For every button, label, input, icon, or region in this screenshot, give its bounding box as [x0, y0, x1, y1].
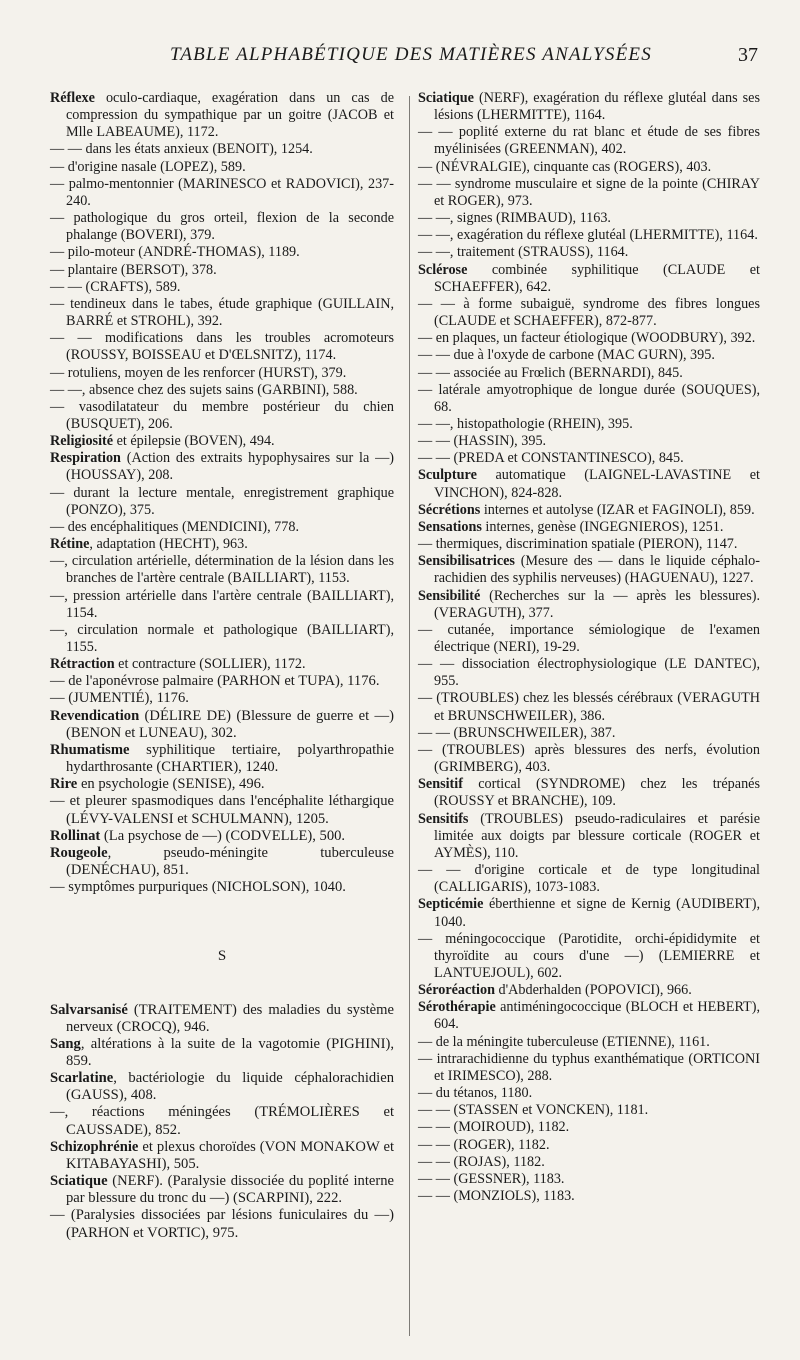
index-entry: — (NÉVRALGIE), cinquante cas (ROGERS), 403.: [418, 158, 712, 175]
index-entry: Sensitifs (TROUBLES) pseudo-radiculaires et parésie limitée aux doigts par blessure corticale (ROGER et AYMÈS), 110.: [418, 810, 760, 861]
index-entry: —, circulation normale et pathologique (BAILLIART), 1155.: [50, 621, 394, 655]
entry-headword: Respiration: [50, 450, 121, 467]
index-entry: — (JUMENTIÉ), 1176.: [50, 690, 189, 707]
index-entry: — et pleurer spasmodiques dans l'encéphalite léthargique (LÉVY-VALENSI et SCHULMANN), 1205.: [50, 793, 394, 827]
index-entry: — vasodilatateur du membre postérieur du chien (BUSQUET), 206.: [50, 398, 394, 432]
index-entry: Rougeole, pseudo-méningite tuberculeuse (DENÉCHAU), 851.: [50, 844, 394, 879]
index-entry: — pilo-moteur (ANDRÉ-THOMAS), 1189.: [50, 244, 300, 261]
index-entry: Septicémie éberthienne et signe de Kernig (AUDIBERT), 1040.: [418, 896, 760, 930]
index-entry: — — (ROGER), 1182.: [418, 1136, 550, 1153]
index-entry: Sérothérapie antiméningococcique (BLOCH et HEBERT), 604.: [418, 999, 760, 1033]
index-entry: Sensations internes, genèse (INGEGNIEROS), 1251.: [418, 518, 724, 535]
entry-headword: Sensitifs: [418, 810, 469, 827]
index-entry: Sculpture automatique (LAIGNEL-LAVASTINE et VINCHON), 824-828.: [418, 467, 760, 501]
index-entry: Salvarsanisé (TRAITEMENT) des maladies du système nerveux (CROCQ), 946.: [50, 1001, 394, 1035]
index-entry: Schizophrénie et plexus choroïdes (VON MONAKOW et KITABAYASHI), 505.: [50, 1138, 394, 1172]
index-entry: — — (MOIROUD), 1182.: [418, 1119, 570, 1136]
index-entry: — —, histopathologie (RHEIN), 395.: [418, 415, 633, 432]
index-entry: — — (BRUNSCHWEILER), 387.: [418, 724, 616, 741]
index-entry: — — syndrome musculaire et signe de la pointe (CHIRAY et ROGER), 973.: [418, 175, 760, 209]
index-entry: Respiration (Action des extraits hypophysaires sur la —) (HOUSSAY), 208.: [50, 450, 394, 484]
index-entry: — du tétanos, 1180.: [418, 1085, 533, 1102]
entry-headword: Rougeole: [50, 844, 108, 861]
index-entry: — (TROUBLES) chez les blessés cérébraux (VERAGUTH et BRUNSCHWEILER), 386.: [418, 690, 760, 724]
page-header: [0, 42, 800, 72]
index-entry: — d'origine nasale (LOPEZ), 589.: [50, 158, 246, 175]
entry-headword: Sculpture: [418, 467, 477, 484]
index-entry: Sang, altérations à la suite de la vagotomie (PIGHINI), 859.: [50, 1035, 394, 1069]
index-entry: — tendineux dans le tabes, étude graphique (GUILLAIN, BARRÉ et STROHL), 392.: [50, 295, 394, 330]
index-entry: Réflexe oculo-cardiaque, exagération dans un cas de compression du sympathique par un goitre (JACOB et Mlle LABEAUME), 1172.: [50, 90, 394, 141]
index-entry: — — (PREDA et CONSTANTINESCO), 845.: [418, 450, 684, 467]
entry-headword: Religiosité: [50, 433, 114, 450]
index-entry: —, réactions méningées (TRÉMOLIÈRES et CAUSSADE), 852.: [50, 1104, 394, 1138]
entry-headword: Sensibilisatrices: [418, 553, 515, 570]
index-entry: — — à forme subaiguë, syndrome des fibres longues (CLAUDE et SCHAEFFER), 872-877.: [418, 295, 760, 330]
index-entry: Sciatique (NERF). (Paralysie dissociée du poplité interne par blessure du tronc du —) (SCARPINI), 222.: [50, 1173, 394, 1207]
index-entry: — palmo-mentonnier (MARINESCO et RADOVICI), 237-240.: [50, 175, 394, 209]
running-title: TABLE ALPHABÉTIQUE DES MATIÈRES ANALYSÉES: [170, 44, 652, 65]
entry-headword: Rétraction: [50, 656, 115, 673]
index-entry: — — associée au Frœlich (BERNARDI), 845.: [418, 364, 683, 381]
entry-headword: Sérothérapie: [418, 999, 496, 1016]
index-entry: Rétraction et contracture (SOLLIER), 1172.: [50, 656, 306, 673]
index-entry: — de la méningite tuberculeuse (ETIENNE), 1161.: [418, 1033, 710, 1050]
entry-headword: Sclérose: [418, 261, 468, 278]
index-entry: — — modifications dans les troubles acromoteurs (ROUSSY, BOISSEAU et D'ŒLSNITZ), 1174.: [50, 330, 394, 364]
index-entry: — méningococcique (Parotidite, orchi-épididymite et thyroïdite au cours d'une —) (LEMIERRE et LANTUEJOUL), 602.: [418, 930, 760, 981]
index-entry: — pathologique du gros orteil, flexion de la seconde phalange (BOVERI), 379.: [50, 210, 394, 244]
index-entry: Rétine, adaptation (HECHT), 963.: [50, 536, 248, 553]
index-entry: — —, absence chez des sujets sains (GARBINI), 588.: [50, 381, 358, 398]
section-letter-s: S: [217, 948, 227, 965]
left-entries-r: [50, 90, 394, 896]
index-entry: — intrarachidienne du typhus exanthématique (ORTICONI et IRIMESCO), 288.: [418, 1050, 760, 1084]
entry-headword: Schizophrénie: [50, 1138, 139, 1155]
index-entry: Religiosité et épilepsie (BOVEN), 494.: [50, 433, 275, 450]
index-entry: — thermiques, discrimination spatiale (PIERON), 1147.: [418, 536, 738, 553]
index-entry: — durant la lecture mentale, enregistrement graphique (PONZO), 375.: [50, 484, 394, 518]
index-entry: Scarlatine, bactériologie du liquide céphalorachidien (GAUSS), 408.: [50, 1070, 394, 1104]
index-entry: Sclérose combinée syphilitique (CLAUDE et SCHAEFFER), 642.: [418, 261, 760, 295]
index-entry: — — poplité externe du rat blanc et étude de ses fibres myélinisées (GREENMAN), 402.: [418, 124, 760, 158]
entry-headword: Septicémie: [418, 896, 484, 913]
right-column: [418, 90, 760, 1205]
entry-headword: Revendication: [50, 707, 140, 724]
index-entry: Sécrétions internes et autolyse (IZAR et FAGINOLI), 859.: [418, 501, 755, 518]
index-entry: Sensibilité (Recherches sur la — après les blessures). (VERAGUTH), 377.: [418, 587, 760, 621]
entry-headword: Sensations: [418, 518, 482, 535]
index-entry: Sensitif cortical (SYNDROME) chez les trépanés (ROUSSY et BRANCHE), 109.: [418, 776, 760, 810]
entry-headword: Réflexe: [50, 90, 95, 106]
index-entry: — — d'origine corticale et de type longitudinal (CALLIGARIS), 1073-1083.: [418, 862, 760, 896]
entry-headword: Sensibilité: [418, 587, 481, 604]
entry-headword: Sensitif: [418, 776, 463, 793]
entry-headword: Séroréaction: [418, 982, 495, 999]
index-entry: — latérale amyotrophique de longue durée (SOUQUES), 68.: [418, 381, 760, 415]
index-entry: — — (GESSNER), 1183.: [418, 1170, 565, 1187]
index-entry: — — (ROJAS), 1182.: [418, 1153, 545, 1170]
left-entries-s: [50, 1002, 394, 1242]
index-entry: — —, exagération du réflexe glutéal (LHERMITTE), 1164.: [418, 227, 758, 244]
entry-headword: Sang: [50, 1035, 81, 1052]
index-entry: Rire en psychologie (SENISE), 496.: [50, 776, 265, 793]
entry-headword: Sciatique: [418, 90, 474, 106]
column-divider: [409, 96, 410, 1336]
entry-headword: Rétine: [50, 536, 90, 553]
entry-headword: Scarlatine: [50, 1070, 114, 1087]
index-entry: Revendication (DÉLIRE DE) (Blessure de guerre et —) (BENON et LUNEAU), 302.: [50, 707, 394, 741]
index-entry: — en plaques, un facteur étiologique (WOODBURY), 392.: [418, 330, 756, 347]
left-column: [50, 90, 394, 1242]
index-entry: — de l'aponévrose palmaire (PARHON et TUPA), 1176.: [50, 673, 380, 690]
page-number: 37: [738, 44, 758, 66]
entry-headword: Sécrétions: [418, 501, 481, 518]
entry-headword: Rhumatisme: [50, 741, 130, 758]
index-entry: — (TROUBLES) après blessures des nerfs, évolution (GRIMBERG), 403.: [418, 741, 760, 776]
index-entry: — — dans les états anxieux (BENOIT), 1254.: [50, 141, 313, 158]
entry-headword: Sciatique: [50, 1173, 108, 1190]
index-entry: Rhumatisme syphilitique tertiaire, polyarthropathie hydarthrosante (CHARTIER), 1240.: [50, 741, 394, 776]
index-entry: — — dissociation électrophysiologique (LE DANTEC), 955.: [418, 656, 760, 690]
entry-headword: Salvarsanisé: [50, 1001, 128, 1018]
index-entry: —, circulation artérielle, détermination de la lésion dans les branches de l'artère centrale (BAILLIART), 1153.: [50, 553, 394, 587]
index-entry: — cutanée, importance sémiologique de l'examen électrique (NERI), 19-29.: [418, 621, 760, 655]
index-entry: — — (HASSIN), 395.: [418, 433, 547, 450]
index-entry: — —, signes (RIMBAUD), 1163.: [418, 210, 611, 227]
index-entry: — —, traitement (STRAUSS), 1164.: [418, 244, 629, 261]
index-entry: Sciatique (NERF), exagération du réflexe glutéal dans ses lésions (LHERMITTE), 1164.: [418, 90, 760, 124]
index-entry: — symptômes purpuriques (NICHOLSON), 1040.: [50, 879, 346, 896]
index-entry: — des encéphalitiques (MENDICINI), 778.: [50, 518, 300, 535]
index-entry: Rollinat (La psychose de —) (CODVELLE), 500.: [50, 827, 346, 844]
index-entry: — plantaire (BERSOT), 378.: [50, 261, 217, 278]
index-entry: Séroréaction d'Abderhalden (POPOVICI), 966.: [418, 982, 692, 999]
index-entry: — — (CRAFTS), 589.: [50, 278, 181, 295]
index-entry: — — (MONZIOLS), 1183.: [418, 1188, 575, 1204]
index-entry: — rotuliens, moyen de les renforcer (HURST), 379.: [50, 364, 347, 381]
index-entry: — — (STASSEN et VONCKEN), 1181.: [418, 1102, 649, 1119]
index-entry: — (Paralysies dissociées par lésions funiculaires du —) (PARHON et VORTIC), 975.: [50, 1207, 394, 1241]
index-entry: —, pression artérielle dans l'artère centrale (BAILLIART), 1154.: [50, 587, 394, 621]
index-entry: Sensibilisatrices (Mesure des — dans le liquide céphalo-rachidien des syphilis nerveuses) (HAGUENAU), 1227.: [418, 553, 760, 587]
entry-headword: Rire: [50, 776, 78, 793]
entry-headword: Rollinat: [50, 827, 101, 844]
index-entry: — — due à l'oxyde de carbone (MAC GURN), 395.: [418, 347, 715, 364]
